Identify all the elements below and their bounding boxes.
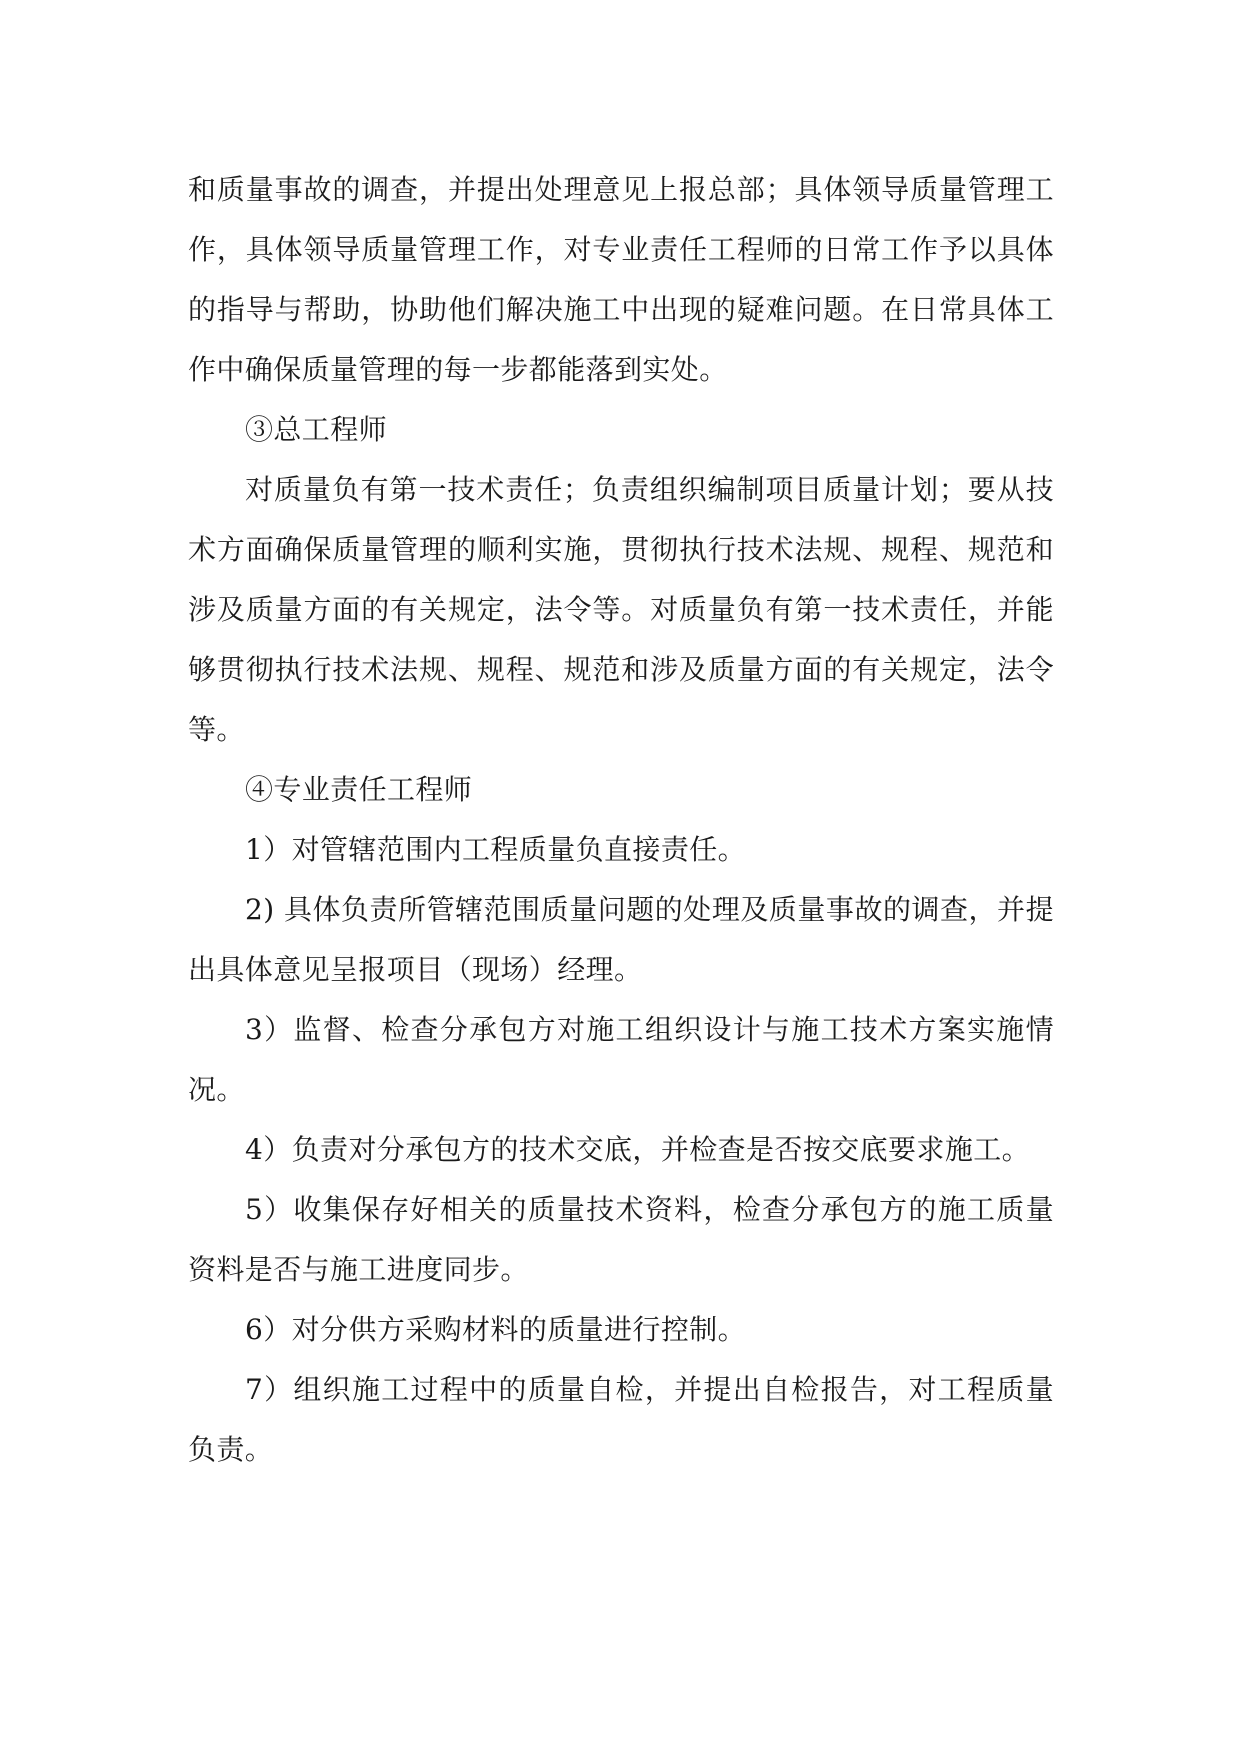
- list-item-7: 7）组织施工过程中的质量自检，并提出自检报告，对工程质量负责。: [188, 1373, 1054, 1466]
- list-item-3: 3）监督、检查分承包方对施工组织设计与施工技术方案实施情况。: [188, 1013, 1054, 1106]
- list-item-1: 1）对管辖范围内工程质量负直接责任。: [245, 833, 747, 866]
- paragraph-continuation: 和质量事故的调查，并提出处理意见上报总部；具体领导质量管理工作，具体领导质量管理工作，对专业责任工程师的日常工作予以具体的指导与帮助，协助他们解决施工中出现的疑难问题。在日常具体工作中确保质量管理的每一步都能落到实处。: [188, 173, 1054, 386]
- list-item-6: 6）对分供方采购材料的质量进行控制。: [245, 1313, 747, 1346]
- list-item-4: 4）负责对分承包方的技术交底，并检查是否按交底要求施工。: [245, 1133, 1031, 1166]
- list-item-5: 5）收集保存好相关的质量技术资料，检查分承包方的施工质量资料是否与施工进度同步。: [188, 1193, 1054, 1286]
- section-heading-chief-engineer: ③总工程师: [245, 413, 388, 446]
- list-item-2: 2) 具体负责所管辖范围质量问题的处理及质量事故的调查，并提出具体意见呈报项目（现场）经理。: [188, 893, 1054, 986]
- paragraph-chief-engineer-duties: 对质量负有第一技术责任；负责组织编制项目质量计划；要从技术方面确保质量管理的顺利实施，贯彻执行技术法规、规程、规范和涉及质量方面的有关规定，法令等。对质量负有第一技术责任，并能够贯彻执行技术法规、规程、规范和涉及质量方面的有关规定，法令等。: [188, 473, 1054, 746]
- document-body: [188, 160, 1054, 1480]
- section-heading-specialty-engineer: ④专业责任工程师: [245, 773, 473, 806]
